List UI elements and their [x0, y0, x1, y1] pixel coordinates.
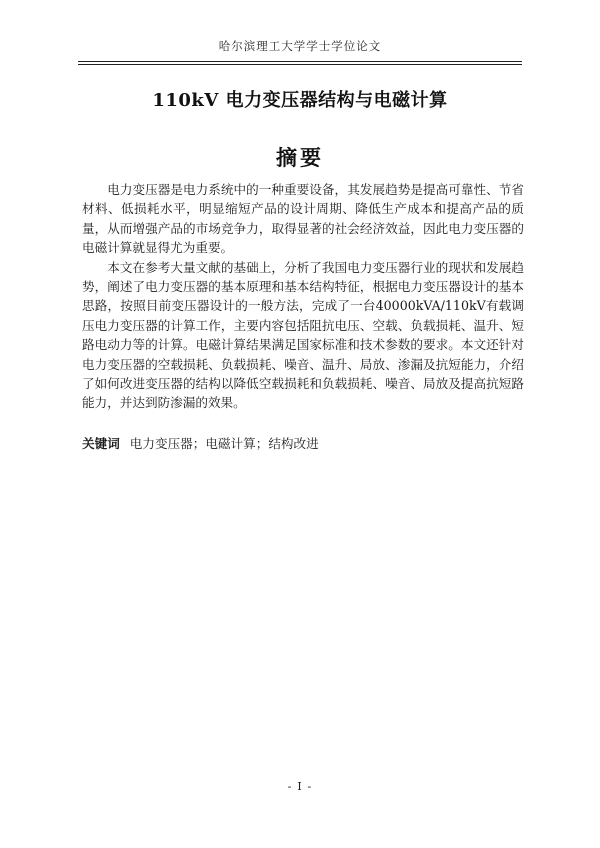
keywords-text: 电力变压器；电磁计算；结构改进 [129, 436, 319, 451]
abstract-heading: 摘要 [276, 145, 324, 170]
header-rule-secondary [78, 64, 522, 65]
header-rule [78, 61, 522, 62]
abstract-body [82, 180, 524, 413]
document-title: 110kV 电力变压器结构与电磁计算 [152, 90, 448, 111]
keywords-line [82, 434, 524, 453]
page-number: - I - [287, 779, 313, 793]
page-header: 哈尔滨理工大学学士学位论文 [218, 39, 382, 53]
abstract-paragraph: 本文在参考大量文献的基础上，分析了我国电力变压器行业的现状和发展趋势，阐述了电力变压器的基本原理和基本结构特征，根据电力变压器设计的基本思路，按照目前变压器设计的一般方法，完成了一台40000kVA/110kV有载调压电力变压器的计算工作，主要内容包括阻抗电压、空载、负载损耗、温升、短路电动力等的计算。电磁计算结果满足国家标准和技术参数的要求。本文还针对电力变压器的空载损耗、负载损耗、噪音、温升、局放、渗漏及抗短能力，介绍了如何改进变压器的结构以降低空载损耗和负载损耗、噪音、局放及提高抗短路能力，并达到防渗漏的效果。 [82, 259, 524, 411]
keywords-label: 关键词 [82, 436, 120, 451]
abstract-paragraph: 电力变压器是电力系统中的一种重要设备，其发展趋势是提高可靠性、节省材料、低损耗水平，明显缩短产品的设计周期、降低生产成本和提高产品的质量，从而增强产品的市场竞争力，取得显著的社会经济效益，因此电力变压器的电磁计算就显得尤为重要。 [82, 182, 524, 256]
